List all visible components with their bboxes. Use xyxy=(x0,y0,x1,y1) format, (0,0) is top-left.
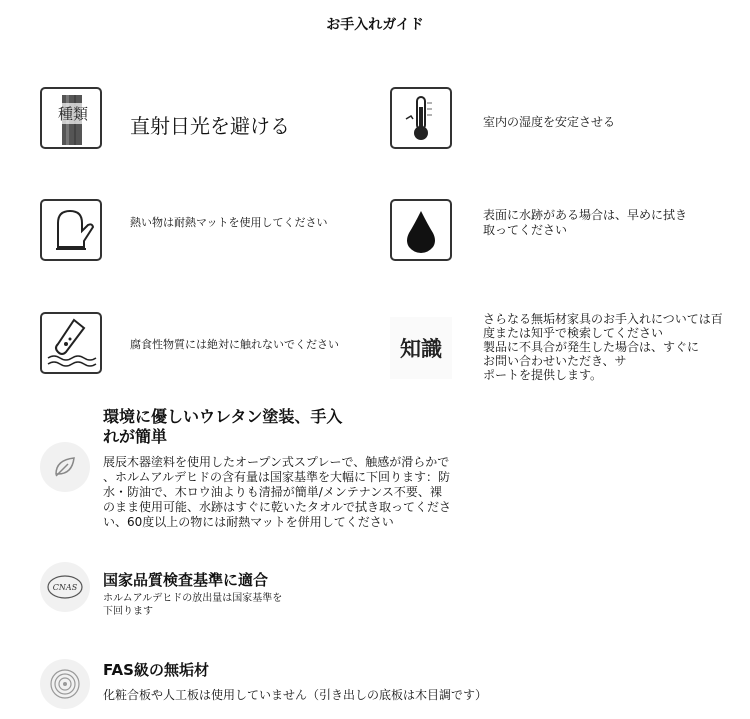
wood-plank-icon xyxy=(40,87,102,149)
tip-line: さらなる無垢材家具のお手入れについては百 xyxy=(483,312,723,326)
wood-type-label: 種類 xyxy=(58,105,89,123)
tip-line: 度または知乎で検索してください xyxy=(483,326,664,340)
feature-body-line: のまま使用可能、水跡はすぐに乾いたタオルで拭き取ってくださ xyxy=(103,500,452,514)
tip-line: お問い合わせいただき、サ xyxy=(483,354,627,368)
feature-title: れが簡単 xyxy=(103,427,168,446)
cnas-label: CNAS xyxy=(52,583,78,592)
tip-text: 直射日光を避ける xyxy=(130,114,290,138)
tip-line: 表面に水跡がある場合は、早めに拭き xyxy=(483,208,688,222)
water-drop-icon xyxy=(390,199,452,261)
tip-line: ポートを提供します。 xyxy=(483,368,603,382)
feature-body-line: 、ホルムアルデヒドの含有量は国家基準を大幅に下回ります：防 xyxy=(103,470,451,484)
tip-line: 取ってください xyxy=(483,223,568,237)
test-tube-icon xyxy=(40,312,102,374)
cnas-badge-icon xyxy=(40,562,90,612)
tree-rings-icon xyxy=(40,659,90,709)
knowledge-icon: 知識 xyxy=(390,317,452,379)
tip-text: 腐食性物質には絶対に触れないでください xyxy=(130,338,339,351)
feature-title: 国家品質検査基準に適合 xyxy=(103,571,269,589)
feature-title: FAS級の無垢材 xyxy=(103,661,209,679)
tip-text: 熱い物は耐熱マットを使用してください xyxy=(130,216,328,229)
feature-body-line: ホルムアルデヒドの放出量は国家基準を xyxy=(103,593,283,604)
feature-body: 化粧合板や人工板は使用していません（引き出しの底板は木目調です） xyxy=(103,688,488,702)
thermometer-icon xyxy=(390,87,452,149)
page-title: お手入れガイド xyxy=(326,17,424,33)
tip-line: 製品に不具合が発生した場合は、すぐに xyxy=(483,340,700,354)
leaf-icon xyxy=(40,442,90,492)
feature-body-line: い、60度以上の物には耐熱マットを併用してください xyxy=(103,515,394,529)
feature-title: 環境に優しいウレタン塗装、手入 xyxy=(103,407,343,426)
feature-body-line: 下回ります xyxy=(103,606,153,617)
oven-mitt-icon xyxy=(40,199,102,261)
tip-text: 室内の湿度を安定させる xyxy=(483,115,616,129)
feature-body-line: 展辰木器塗料を使用したオープン式スプレーで、触感が滑らかで xyxy=(103,455,450,469)
feature-body-line: 水・防油で、木ロウ油よりも清掃が簡単/メンテナンス不要、裸 xyxy=(103,485,442,499)
